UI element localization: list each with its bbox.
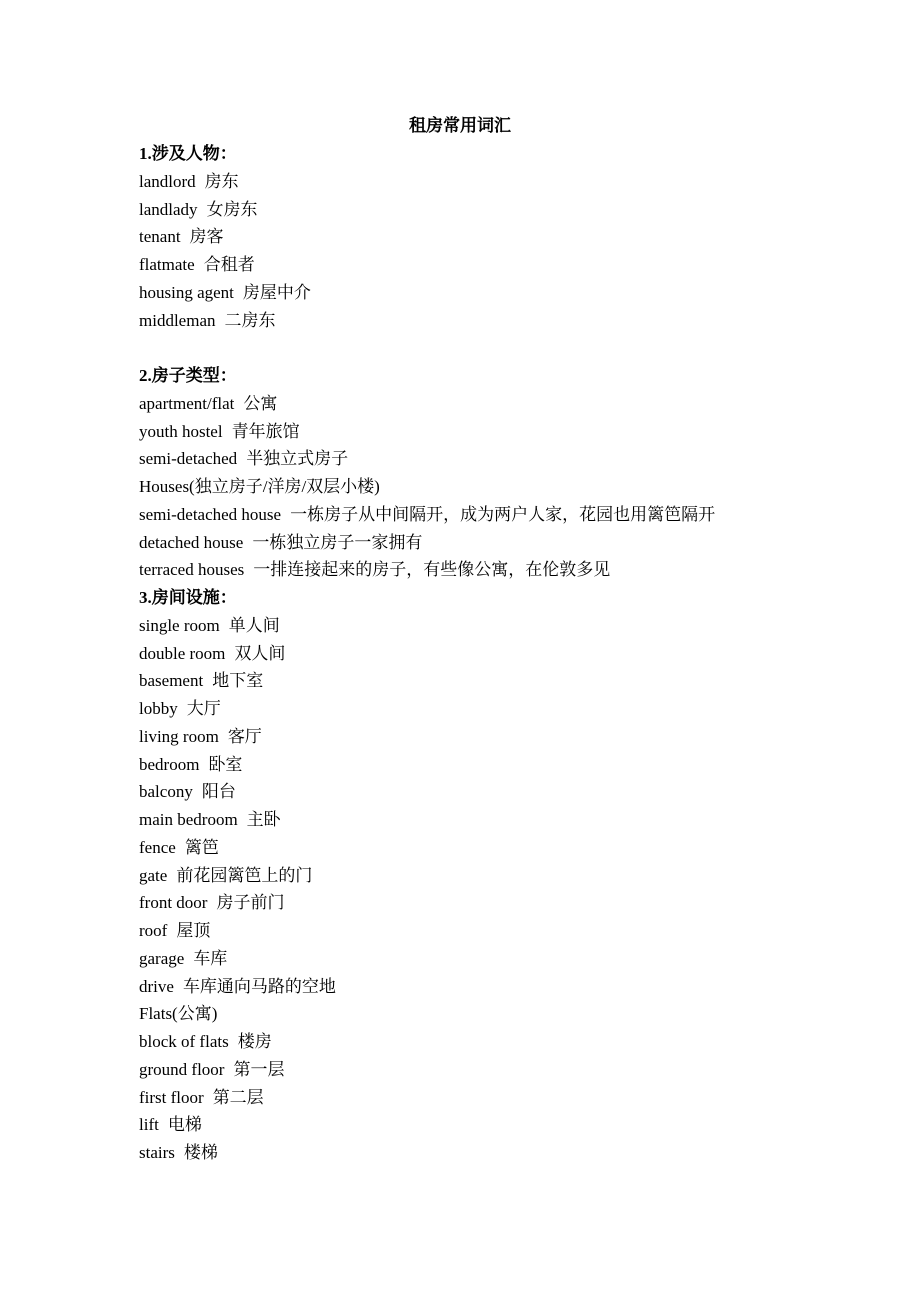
vocab-zh: 卧室 — [208, 754, 243, 774]
vocab-zh: 房屋中介 — [242, 282, 311, 302]
section-heading-house-types: 2.房子类型： — [139, 366, 237, 385]
vocab-zh: 楼房 — [237, 1032, 272, 1051]
vocab-en: flatmate — [139, 255, 195, 274]
vocab-zh: 车库 — [193, 948, 228, 968]
vocab-line — [139, 917, 899, 945]
vocab-line — [139, 307, 899, 335]
vocab-zh: 女房东 — [206, 199, 258, 219]
vocab-zh: 客厅 — [227, 726, 262, 746]
vocab-en: apartment/flat — [139, 393, 235, 413]
vocab-en: living room — [139, 726, 219, 746]
vocab-zh: 电梯 — [167, 1115, 202, 1135]
vocab-line — [139, 279, 899, 307]
vocab-en: terraced houses — [139, 560, 245, 580]
vocab-zh: 一栋房子从中间隔开，成为两户人家，花园也用篱笆隔开 — [290, 504, 716, 524]
vocab-line — [139, 1139, 899, 1167]
vocab-en: first floor — [139, 1087, 204, 1107]
vocab-line — [139, 223, 899, 251]
vocab-line — [139, 529, 899, 557]
vocab-en: bedroom — [139, 754, 200, 774]
vocab-en: drive — [139, 976, 174, 996]
vocab-en: tenant — [139, 227, 181, 247]
vocab-line — [139, 945, 899, 973]
vocab-en: housing agent — [139, 282, 234, 302]
vocab-line — [139, 1056, 899, 1084]
vocab-en: gate — [139, 865, 168, 885]
vocab-en: balcony — [139, 782, 193, 802]
vocab-en: lobby — [139, 699, 178, 718]
vocab-zh: 房客 — [189, 227, 224, 247]
vocab-zh: 主卧 — [246, 810, 281, 829]
vocab-en: youth hostel — [139, 421, 223, 441]
vocab-en: double room — [139, 643, 226, 663]
vocab-zh: 半独立式房子 — [246, 449, 349, 469]
vocab-zh: 房子前门 — [216, 893, 285, 913]
vocab-line — [139, 196, 899, 224]
vocab-line — [139, 1111, 899, 1139]
vocab-zh: 楼梯 — [183, 1143, 218, 1162]
vocab-en: semi-detached — [139, 449, 238, 469]
vocab-line — [139, 667, 899, 695]
vocab-zh: 第二层 — [212, 1087, 264, 1107]
vocab-line — [139, 778, 899, 806]
vocab-zh: 公寓 — [243, 393, 278, 413]
vocab-line — [139, 723, 899, 751]
vocab-en: semi-detached house — [139, 504, 282, 524]
document-title: 租房常用词汇 — [409, 116, 511, 135]
vocab-en: middleman — [139, 310, 216, 330]
vocab-zh: 单人间 — [228, 615, 280, 635]
vocab-zh: 屋顶 — [176, 921, 211, 940]
vocab-line — [139, 501, 899, 529]
vocab-en: Flats(公寓) — [139, 1004, 218, 1024]
section-heading-people: 1.涉及人物： — [139, 144, 237, 163]
vocab-line — [139, 418, 899, 446]
vocab-line — [139, 168, 899, 196]
vocab-en: garage — [139, 948, 185, 968]
document-body — [139, 140, 899, 1167]
vocab-zh: 一栋独立房子一家拥有 — [252, 532, 423, 552]
vocab-zh: 大厅 — [186, 699, 221, 718]
vocab-zh: 前花园篱笆上的门 — [176, 865, 313, 885]
vocab-line — [139, 695, 899, 723]
vocab-en: basement — [139, 671, 204, 691]
vocab-en: stairs — [139, 1143, 175, 1162]
vocab-en: Houses(独立房子/洋房/双层小楼) — [139, 477, 380, 496]
vocab-en: fence — [139, 837, 176, 857]
vocab-line — [139, 973, 899, 1001]
vocab-line — [139, 1028, 899, 1056]
vocab-en: roof — [139, 921, 168, 940]
vocab-line — [139, 1084, 899, 1112]
vocab-zh: 二房东 — [224, 310, 276, 330]
vocab-line — [139, 1000, 899, 1028]
vocab-line — [139, 862, 899, 890]
blank-line — [139, 334, 899, 362]
vocab-zh: 地下室 — [212, 671, 264, 691]
vocab-zh: 一排连接起来的房子，有些像公寓，在伦敦多见 — [253, 560, 611, 580]
vocab-zh: 双人间 — [234, 643, 286, 663]
vocab-line — [139, 612, 899, 640]
vocab-zh: 房东 — [204, 171, 239, 191]
vocab-line — [139, 251, 899, 279]
vocab-zh: 篱笆 — [184, 837, 219, 857]
vocab-line — [139, 390, 899, 418]
vocab-line — [139, 640, 899, 668]
vocab-en: block of flats — [139, 1032, 229, 1051]
vocab-line — [139, 834, 899, 862]
vocab-en: ground floor — [139, 1059, 225, 1079]
vocab-line — [139, 806, 899, 834]
vocab-line — [139, 556, 899, 584]
vocab-zh: 青年旅馆 — [231, 421, 300, 441]
vocab-zh: 第一层 — [233, 1059, 285, 1079]
vocab-line — [139, 889, 899, 917]
vocab-zh: 车库通向马路的空地 — [182, 976, 336, 996]
vocab-en: landlord — [139, 171, 196, 191]
vocab-en: main bedroom — [139, 810, 238, 829]
vocab-zh: 阳台 — [201, 782, 236, 802]
vocab-line — [139, 445, 899, 473]
section-heading-room-facilities: 3.房间设施： — [139, 588, 237, 607]
vocab-line — [139, 473, 899, 501]
vocab-line — [139, 751, 899, 779]
vocab-en: lift — [139, 1115, 159, 1135]
vocab-en: detached house — [139, 532, 244, 552]
vocab-en: front door — [139, 893, 208, 913]
vocab-en: landlady — [139, 199, 198, 219]
vocab-zh: 合租者 — [203, 255, 255, 274]
vocab-en: single room — [139, 615, 220, 635]
